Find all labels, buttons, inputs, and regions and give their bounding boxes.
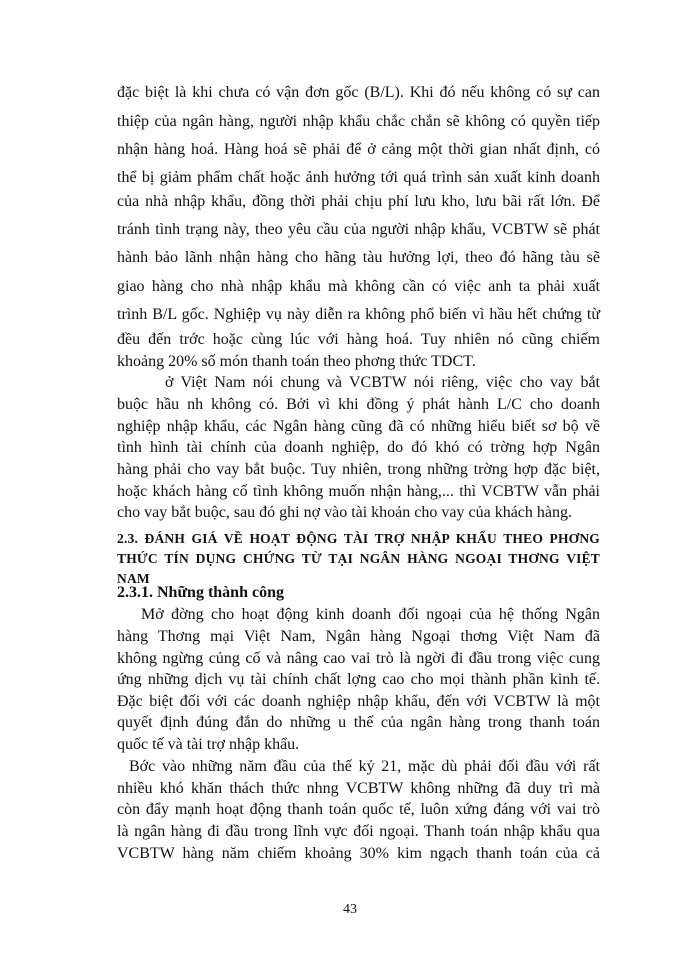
text-line: thể bị giảm phẩm chất hoặc ảnh hưởng tới quá trình sản xuất kinh doanh	[117, 169, 600, 186]
text-line: giao hàng cho nhà nhập khẩu mà không cần có việc anh ta phải xuất	[117, 278, 600, 295]
text-line: VCBTW hàng năm chiếm khoảng 30% kim ngạch thanh toán của cả	[117, 845, 600, 862]
text-line: quốc tế và tài trợ nhập khẩu.	[117, 736, 300, 753]
text-line: trình B/L gốc. Nghiệp vụ này diễn ra không phổ biến vì hầu hết chứng từ	[117, 306, 600, 323]
text-line: tránh tình trạng này, theo yêu cầu của người nhập khẩu, VCBTW sẽ phát	[117, 221, 600, 238]
text-line: nghiệp nhập khẩu, các Ngân hàng cũng đã có những hiểu biết sơ bộ về	[117, 418, 600, 435]
text-line: hành bảo lãnh nhận hàng cho hãng tàu hưởng lợi, theo đó hãng tàu sẽ	[117, 249, 600, 266]
section-heading-line: 2.3. ĐÁNH GIÁ VỀ HOẠT ĐỘNG TÀI TRỢ NHẬP KHẨU THEO PHƠNG	[117, 531, 600, 546]
text-line: ứng những dịch vụ tài chính chất lợng cao cho mọi thành phần kinh tế.	[117, 671, 600, 688]
text-line: hàng phải cho vay bắt buộc. Tuy nhiên, trong những trờng hợp đặc biệt,	[117, 461, 600, 478]
text-line: Mở đờng cho hoạt động kinh doanh đối ngoại của hệ thống Ngân	[141, 606, 600, 623]
text-line: hàng Thơng mại Việt Nam, Ngân hàng Ngoại thơng Việt Nam đã	[117, 628, 600, 645]
text-line: là ngân hàng đi đầu trong lĩnh vực đối ngoại. Thanh toán nhập khẩu qua	[117, 823, 600, 840]
section-heading-line: 2.3.1. Những thành công	[117, 584, 284, 601]
text-line: còn đẩy mạnh hoạt động thanh toán quốc tế, luôn xứng đáng với vai trò	[117, 801, 600, 818]
text-line: cho vay bắt buộc, sau đó ghi nợ vào tài khoản cho vay của khách hàng.	[117, 504, 572, 521]
text-line: ở Việt Nam nói chung và VCBTW nói riêng, việc cho vay bắt	[165, 374, 600, 391]
text-line: nhiều khó khăn thách thức nhng VCBTW không những đã duy trì mà	[117, 780, 600, 797]
text-line: buộc hầu nh không có. Bởi vì khi đồng ý phát hành L/C cho doanh	[117, 396, 600, 413]
section-heading-line: NAM	[117, 571, 150, 586]
section-heading-line: THỨC TÍN DỤNG CHỨNG TỪ TẠI NGÂN HÀNG NGOẠI THƠNG VIỆT	[117, 551, 600, 566]
text-line: Bớc vào những năm đầu của thế kỷ 21, mặc dù phải đối đầu với rất	[129, 758, 600, 775]
text-line: khoảng 20% số món thanh toán theo phơng thức TDCT.	[117, 353, 476, 370]
text-line: không ngừng củng cố và nâng cao vai trò là ngời đi đầu trong việc cung	[117, 650, 600, 667]
text-line: tình hình tài chính của doanh nghiệp, do đó khó có trờng hợp Ngân	[117, 439, 600, 456]
text-line: của nhà nhập khẩu, đồng thời phải chịu phí lưu kho, lưu bãi rất lớn. Để	[117, 193, 600, 210]
text-line: hoặc khách hàng cố tình không muốn nhận hàng,... thì VCBTW vẫn phải	[117, 483, 600, 500]
text-line: đều đến trớc hoặc cùng lúc với hàng hoá. Tuy nhiên nó cũng chiếm	[117, 331, 600, 348]
text-line: nhận hàng hoá. Hàng hoá sẽ phải để ở cảng một thời gian nhất định, có	[117, 141, 600, 158]
page-number: 43	[343, 902, 357, 917]
text-line: quyết định đúng đắn do những u thế của ngân hàng trong thanh toán	[117, 714, 600, 731]
text-line: thiệp của ngân hàng, người nhập khẩu chắc chắn sẽ không có quyền tiếp	[117, 113, 600, 130]
text-line: Đặc biệt đối với các doanh nghiệp nhập khẩu, đến với VCBTW là một	[117, 693, 600, 710]
text-line: đặc biệt là khi chưa có vận đơn gốc (B/L). Khi đó nếu không có sự can	[117, 84, 600, 101]
